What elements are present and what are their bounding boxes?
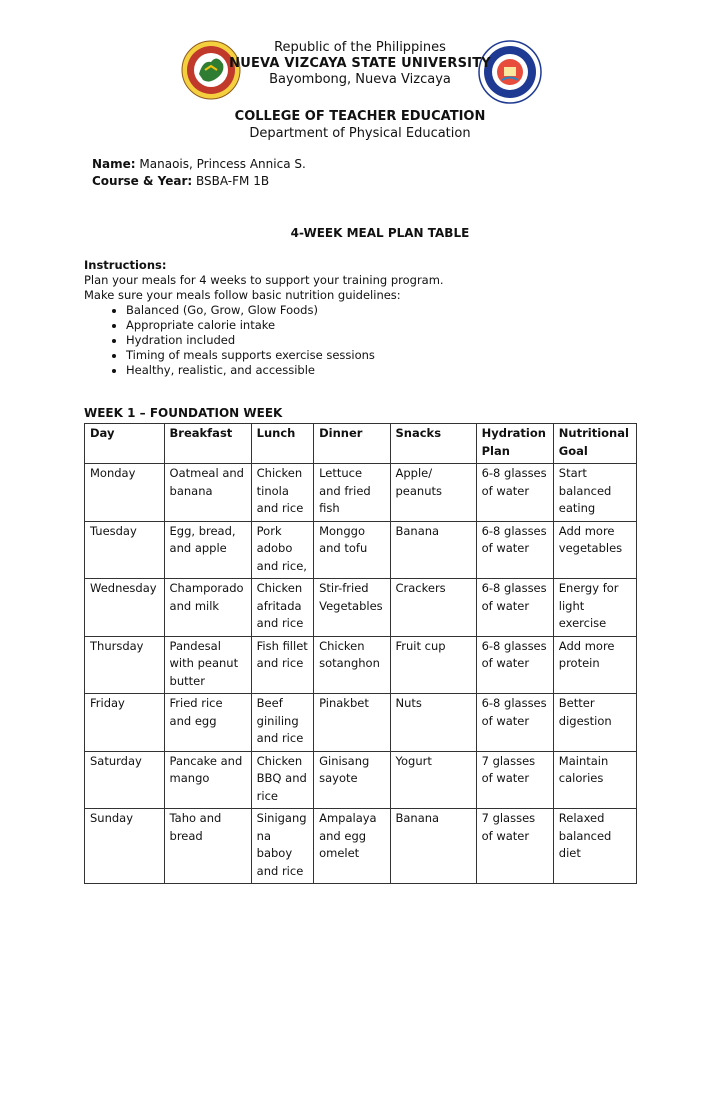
university-location: Bayombong, Nueva Vizcaya: [269, 72, 451, 87]
table-cell: Fish fillet and rice: [251, 636, 313, 694]
table-row: [85, 579, 637, 637]
table-cell: 7 glasses of water: [476, 809, 553, 884]
table-cell: Add more protein: [553, 636, 636, 694]
table-cell: Stir-fried Vegetables: [314, 579, 390, 637]
department-name: Department of Physical Education: [249, 126, 471, 141]
table-cell: Tuesday: [85, 521, 165, 579]
guideline-item: • Hydration included: [126, 333, 644, 348]
column-header: Nutritional Goal: [553, 424, 636, 464]
course-label: Course & Year:: [92, 174, 193, 188]
table-cell: Banana: [390, 809, 476, 884]
table-cell: Ampalaya and egg omelet: [314, 809, 390, 884]
table-row: [85, 464, 637, 522]
column-header: Hydration Plan: [476, 424, 553, 464]
table-cell: Banana: [390, 521, 476, 579]
table-cell: Champorado and milk: [164, 579, 251, 637]
table-cell: 6-8 glasses of water: [476, 521, 553, 579]
table-cell: Beef giniling and rice: [251, 694, 313, 752]
guidelines-list: [84, 303, 644, 378]
table-cell: 7 glasses of water: [476, 751, 553, 809]
guideline-item: • Timing of meals supports exercise sessions: [126, 348, 644, 363]
guideline-item: • Balanced (Go, Grow, Glow Foods): [126, 303, 644, 318]
table-cell: Pancake and mango: [164, 751, 251, 809]
table-row: [85, 636, 637, 694]
table-cell: Maintain calories: [553, 751, 636, 809]
table-cell: Add more vegetables: [553, 521, 636, 579]
table-cell: Pinakbet: [314, 694, 390, 752]
table-cell: Pork adobo and rice,: [251, 521, 313, 579]
university-name: NUEVA VIZCAYA STATE UNIVERSITY: [229, 56, 491, 71]
table-cell: 6-8 glasses of water: [476, 694, 553, 752]
column-header: Breakfast: [164, 424, 251, 464]
student-info: [92, 156, 306, 190]
table-cell: 6-8 glasses of water: [476, 464, 553, 522]
course-year-line: [92, 173, 306, 190]
meal-plan-table: [84, 423, 637, 884]
column-header: Dinner: [314, 424, 390, 464]
table-cell: Sunday: [85, 809, 165, 884]
table-cell: Better digestion: [553, 694, 636, 752]
table-cell: Fried rice and egg: [164, 694, 251, 752]
table-row: [85, 521, 637, 579]
column-header: Day: [85, 424, 165, 464]
table-cell: Ginisang sayote: [314, 751, 390, 809]
table-cell: Egg, bread, and apple: [164, 521, 251, 579]
column-header: Lunch: [251, 424, 313, 464]
instructions-line: Make sure your meals follow basic nutrition guidelines:: [84, 288, 401, 302]
table-cell: Pandesal with peanut butter: [164, 636, 251, 694]
document-header: [0, 40, 720, 88]
name-value: Manaois, Princess Annica S.: [139, 157, 306, 171]
table-cell: Oatmeal and banana: [164, 464, 251, 522]
week-title: WEEK 1 – FOUNDATION WEEK: [84, 406, 283, 420]
table-cell: Yogurt: [390, 751, 476, 809]
table-row: [85, 809, 637, 884]
guideline-item: • Healthy, realistic, and accessible: [126, 363, 644, 378]
table-cell: Chicken BBQ and rice: [251, 751, 313, 809]
table-header-row: [85, 424, 637, 464]
table-cell: Chicken tinola and rice: [251, 464, 313, 522]
table-cell: Monday: [85, 464, 165, 522]
table-cell: Fruit cup: [390, 636, 476, 694]
table-cell: Start balanced eating: [553, 464, 636, 522]
table-cell: Taho and bread: [164, 809, 251, 884]
table-cell: Monggo and tofu: [314, 521, 390, 579]
table-cell: Friday: [85, 694, 165, 752]
student-name-line: [92, 156, 306, 173]
table-cell: Sinigang na baboy and rice: [251, 809, 313, 884]
column-header: Snacks: [390, 424, 476, 464]
instructions-line: Plan your meals for 4 weeks to support your training program.: [84, 273, 444, 287]
table-cell: Crackers: [390, 579, 476, 637]
instructions-heading: Instructions:: [84, 258, 167, 272]
table-cell: Lettuce and fried fish: [314, 464, 390, 522]
document-title: 4-WEEK MEAL PLAN TABLE: [290, 226, 470, 240]
college-heading: [0, 108, 720, 142]
table-row: [85, 694, 637, 752]
college-name: COLLEGE OF TEACHER EDUCATION: [234, 109, 486, 124]
table-cell: Wednesday: [85, 579, 165, 637]
instructions-block: [84, 258, 644, 378]
table-cell: Apple/ peanuts: [390, 464, 476, 522]
table-cell: 6-8 glasses of water: [476, 579, 553, 637]
table-cell: Energy for light exercise: [553, 579, 636, 637]
table-cell: Chicken sotanghon: [314, 636, 390, 694]
name-label: Name:: [92, 157, 136, 171]
table-cell: Saturday: [85, 751, 165, 809]
table-row: [85, 751, 637, 809]
table-cell: Chicken afritada and rice: [251, 579, 313, 637]
guideline-item: • Appropriate calorie intake: [126, 318, 644, 333]
table-cell: Nuts: [390, 694, 476, 752]
republic-line: Republic of the Philippines: [274, 40, 446, 55]
table-cell: 6-8 glasses of water: [476, 636, 553, 694]
table-cell: Relaxed balanced diet: [553, 809, 636, 884]
course-value: BSBA-FM 1B: [195, 174, 270, 188]
table-cell: Thursday: [85, 636, 165, 694]
